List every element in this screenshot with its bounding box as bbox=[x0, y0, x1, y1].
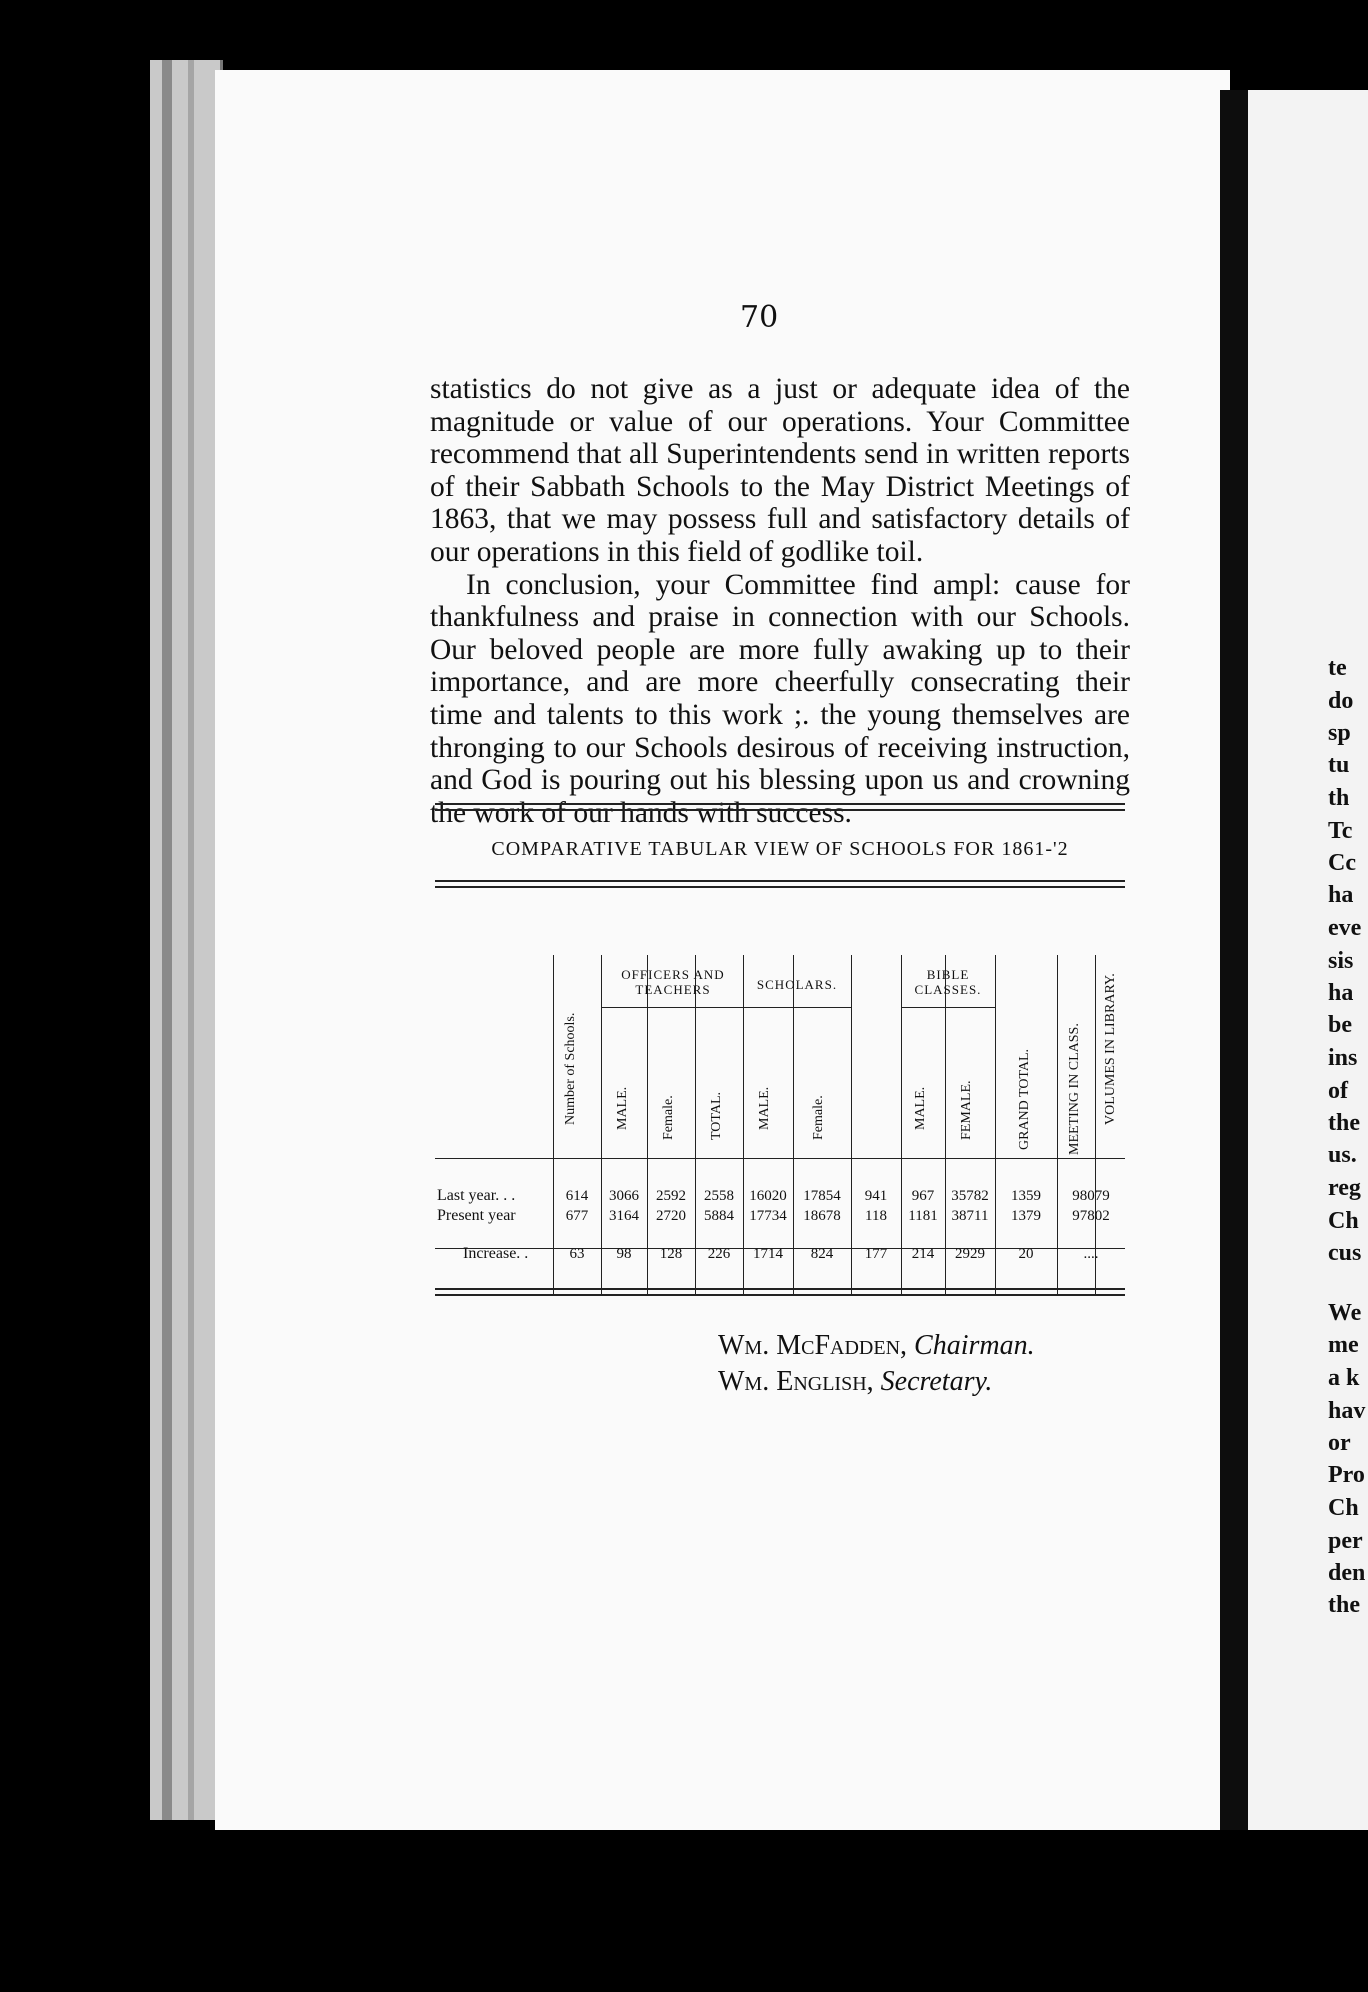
header-rule bbox=[743, 1007, 851, 1008]
table-cell: 97802 bbox=[1072, 1208, 1110, 1224]
facing-page-fragment: te bbox=[1328, 655, 1347, 681]
meeting-in-class-header: MEETING IN CLASS. bbox=[1067, 1023, 1082, 1155]
header-rule bbox=[601, 1007, 745, 1008]
row-label: Last year. . . bbox=[437, 1187, 516, 1204]
table-cell: 18678 bbox=[803, 1208, 841, 1224]
table-cell: 17734 bbox=[749, 1208, 787, 1224]
book-left-edge bbox=[150, 60, 223, 1820]
table-cell: 1379 bbox=[1011, 1208, 1041, 1224]
table-cell: 17854 bbox=[803, 1188, 841, 1204]
facing-page-fragment: ins bbox=[1328, 1045, 1358, 1071]
table-cell: 1714 bbox=[753, 1246, 783, 1262]
paragraph: statistics do not give as a just or adequate idea of the magnitude or value of our operations. Your Committee recommend that all Superintendents send in written reports of their Sabbath Schools to the May District Meetings of 1863, that we may possess full and satisfactory details of our operations in this field of godlike toil. bbox=[430, 373, 1130, 568]
table-cell: 824 bbox=[810, 1246, 834, 1262]
table-cell: 3164 bbox=[609, 1208, 639, 1224]
table-cell: 1359 bbox=[1011, 1188, 1041, 1204]
table-cell: 2558 bbox=[704, 1188, 734, 1204]
signature-chairman bbox=[718, 1330, 1035, 1362]
table-cell: 2592 bbox=[656, 1188, 686, 1204]
column-rule bbox=[647, 955, 648, 1295]
column-rule bbox=[743, 955, 744, 1295]
facing-page-fragment: us. bbox=[1328, 1142, 1357, 1168]
facing-page-fragment: cus bbox=[1328, 1240, 1362, 1266]
officers-header: OFFICERS AND TEACHERS bbox=[621, 967, 725, 997]
column-rule bbox=[601, 955, 602, 1295]
facing-page-fragment: ha bbox=[1328, 882, 1354, 908]
facing-page-fragment: do bbox=[1328, 688, 1354, 714]
female-header: FEMALE. bbox=[959, 1080, 974, 1140]
double-rule bbox=[435, 803, 1125, 811]
column-rule bbox=[793, 955, 794, 1295]
table-cell: 3066 bbox=[609, 1188, 639, 1204]
table-cell: 677 bbox=[565, 1208, 589, 1224]
table-cell: 118 bbox=[865, 1208, 887, 1224]
table-cell: 128 bbox=[659, 1246, 683, 1262]
facing-page-fragment: Ch bbox=[1328, 1495, 1359, 1521]
male-header: MALE. bbox=[615, 1086, 630, 1130]
table-cell: 38711 bbox=[951, 1208, 989, 1224]
table-title: COMPARATIVE TABULAR VIEW OF SCHOOLS FOR 1861-'2 bbox=[491, 838, 1069, 860]
table-cell: .... bbox=[1083, 1246, 1099, 1262]
paragraph: In conclusion, your Committee find ampl: cause for thankfulness and praise in connection with our Schools. Our beloved people are more fully awaking up to their importance, and are more cheerfully consecrating their time and talents to this work ;. the young themselves are thronging to our Schools desirous of receiving instruction, and God is pouring out his blessing upon us and crowning the work of our hands with success. bbox=[430, 568, 1130, 829]
page-number: 70 bbox=[740, 300, 779, 335]
double-rule bbox=[435, 1288, 1125, 1296]
table-cell: 941 bbox=[864, 1188, 888, 1204]
facing-page-fragment: reg bbox=[1328, 1175, 1361, 1201]
table-cell: 16020 bbox=[749, 1188, 787, 1204]
male-header: MALE. bbox=[757, 1086, 772, 1130]
facing-page-fragment: sp bbox=[1328, 720, 1351, 746]
facing-page-fragment: sis bbox=[1328, 948, 1354, 974]
facing-page-fragment: or bbox=[1328, 1430, 1351, 1456]
signature-name: Wm. McFadden, bbox=[718, 1330, 908, 1361]
column-rule bbox=[553, 955, 554, 1295]
total-header: TOTAL. bbox=[709, 1091, 724, 1140]
table-cell: 98079 bbox=[1072, 1188, 1110, 1204]
facing-page-fragment: ha bbox=[1328, 980, 1354, 1006]
facing-page-fragment: den bbox=[1328, 1560, 1366, 1586]
table-cell: 177 bbox=[864, 1246, 888, 1262]
facing-page-fragment: Cc bbox=[1328, 850, 1356, 876]
facing-page-fragment: eve bbox=[1328, 915, 1362, 941]
page-fold bbox=[188, 60, 194, 1820]
table-cell: 614 bbox=[565, 1188, 589, 1204]
book-gutter bbox=[1220, 90, 1250, 1830]
double-rule bbox=[435, 880, 1125, 888]
facing-page-fragment: hav bbox=[1328, 1398, 1366, 1424]
facing-page-fragment: per bbox=[1328, 1528, 1363, 1554]
facing-page-fragment: of bbox=[1328, 1078, 1348, 1104]
table-cell: 20 bbox=[1018, 1246, 1034, 1262]
column-rule bbox=[1057, 955, 1058, 1295]
volumes-header: VOLUMES IN LIBRARY. bbox=[1103, 973, 1118, 1125]
column-rule bbox=[901, 955, 902, 1295]
facing-page-fragment: Ch bbox=[1328, 1208, 1359, 1234]
facing-page-fragment: me bbox=[1328, 1332, 1359, 1358]
female-header: Female. bbox=[811, 1095, 826, 1140]
facing-page-fragment: Pro bbox=[1328, 1462, 1365, 1488]
column-rule bbox=[1095, 955, 1096, 1295]
facing-page-fragment: Tc bbox=[1328, 818, 1353, 844]
male-header: MALE. bbox=[913, 1086, 928, 1130]
page-fold bbox=[162, 60, 172, 1820]
body-text bbox=[430, 373, 1130, 829]
facing-page-fragment: tu bbox=[1328, 752, 1350, 778]
facing-page-fragment: We bbox=[1328, 1300, 1362, 1326]
table-cell: 63 bbox=[569, 1246, 585, 1262]
table-cell: 2720 bbox=[656, 1208, 686, 1224]
signature-name: Wm. English, bbox=[718, 1366, 874, 1397]
column-rule bbox=[945, 955, 946, 1295]
facing-page-fragment: a k bbox=[1328, 1365, 1360, 1391]
female-header: Female. bbox=[661, 1095, 676, 1140]
facing-page-fragment: th bbox=[1328, 785, 1350, 811]
table-cell: 1181 bbox=[908, 1208, 938, 1224]
signature-role: Secretary. bbox=[880, 1366, 993, 1397]
table-cell: 2929 bbox=[955, 1246, 985, 1262]
book-page bbox=[215, 70, 1230, 1830]
table-cell: 214 bbox=[911, 1246, 935, 1262]
table-cell: 226 bbox=[707, 1246, 731, 1262]
column-rule bbox=[995, 955, 996, 1295]
row-label: Present year bbox=[437, 1207, 516, 1224]
table-cell: 35782 bbox=[951, 1188, 989, 1204]
signature-secretary bbox=[718, 1366, 992, 1398]
schools-header: Number of Schools. bbox=[563, 1012, 578, 1125]
grand-total-header: GRAND TOTAL. bbox=[1017, 1048, 1032, 1150]
statistics-table bbox=[435, 955, 1125, 1285]
table-cell: 967 bbox=[911, 1188, 935, 1204]
facing-page-fragment: the bbox=[1328, 1592, 1360, 1618]
header-rule bbox=[901, 1007, 995, 1008]
table-cell: 98 bbox=[616, 1246, 632, 1262]
facing-page-fragment: the bbox=[1328, 1110, 1360, 1136]
column-rule bbox=[695, 955, 696, 1295]
table-cell: 5884 bbox=[704, 1208, 734, 1224]
row-label: Increase. . bbox=[463, 1245, 529, 1262]
scholars-header: SCHOLARS. bbox=[756, 977, 838, 992]
facing-page-fragment: be bbox=[1328, 1012, 1352, 1038]
header-bottom-rule bbox=[435, 1158, 1125, 1159]
column-rule bbox=[851, 955, 852, 1295]
signature-role: Chairman. bbox=[914, 1330, 1035, 1361]
bible-classes-header: BIBLE CLASSES. bbox=[914, 967, 982, 997]
